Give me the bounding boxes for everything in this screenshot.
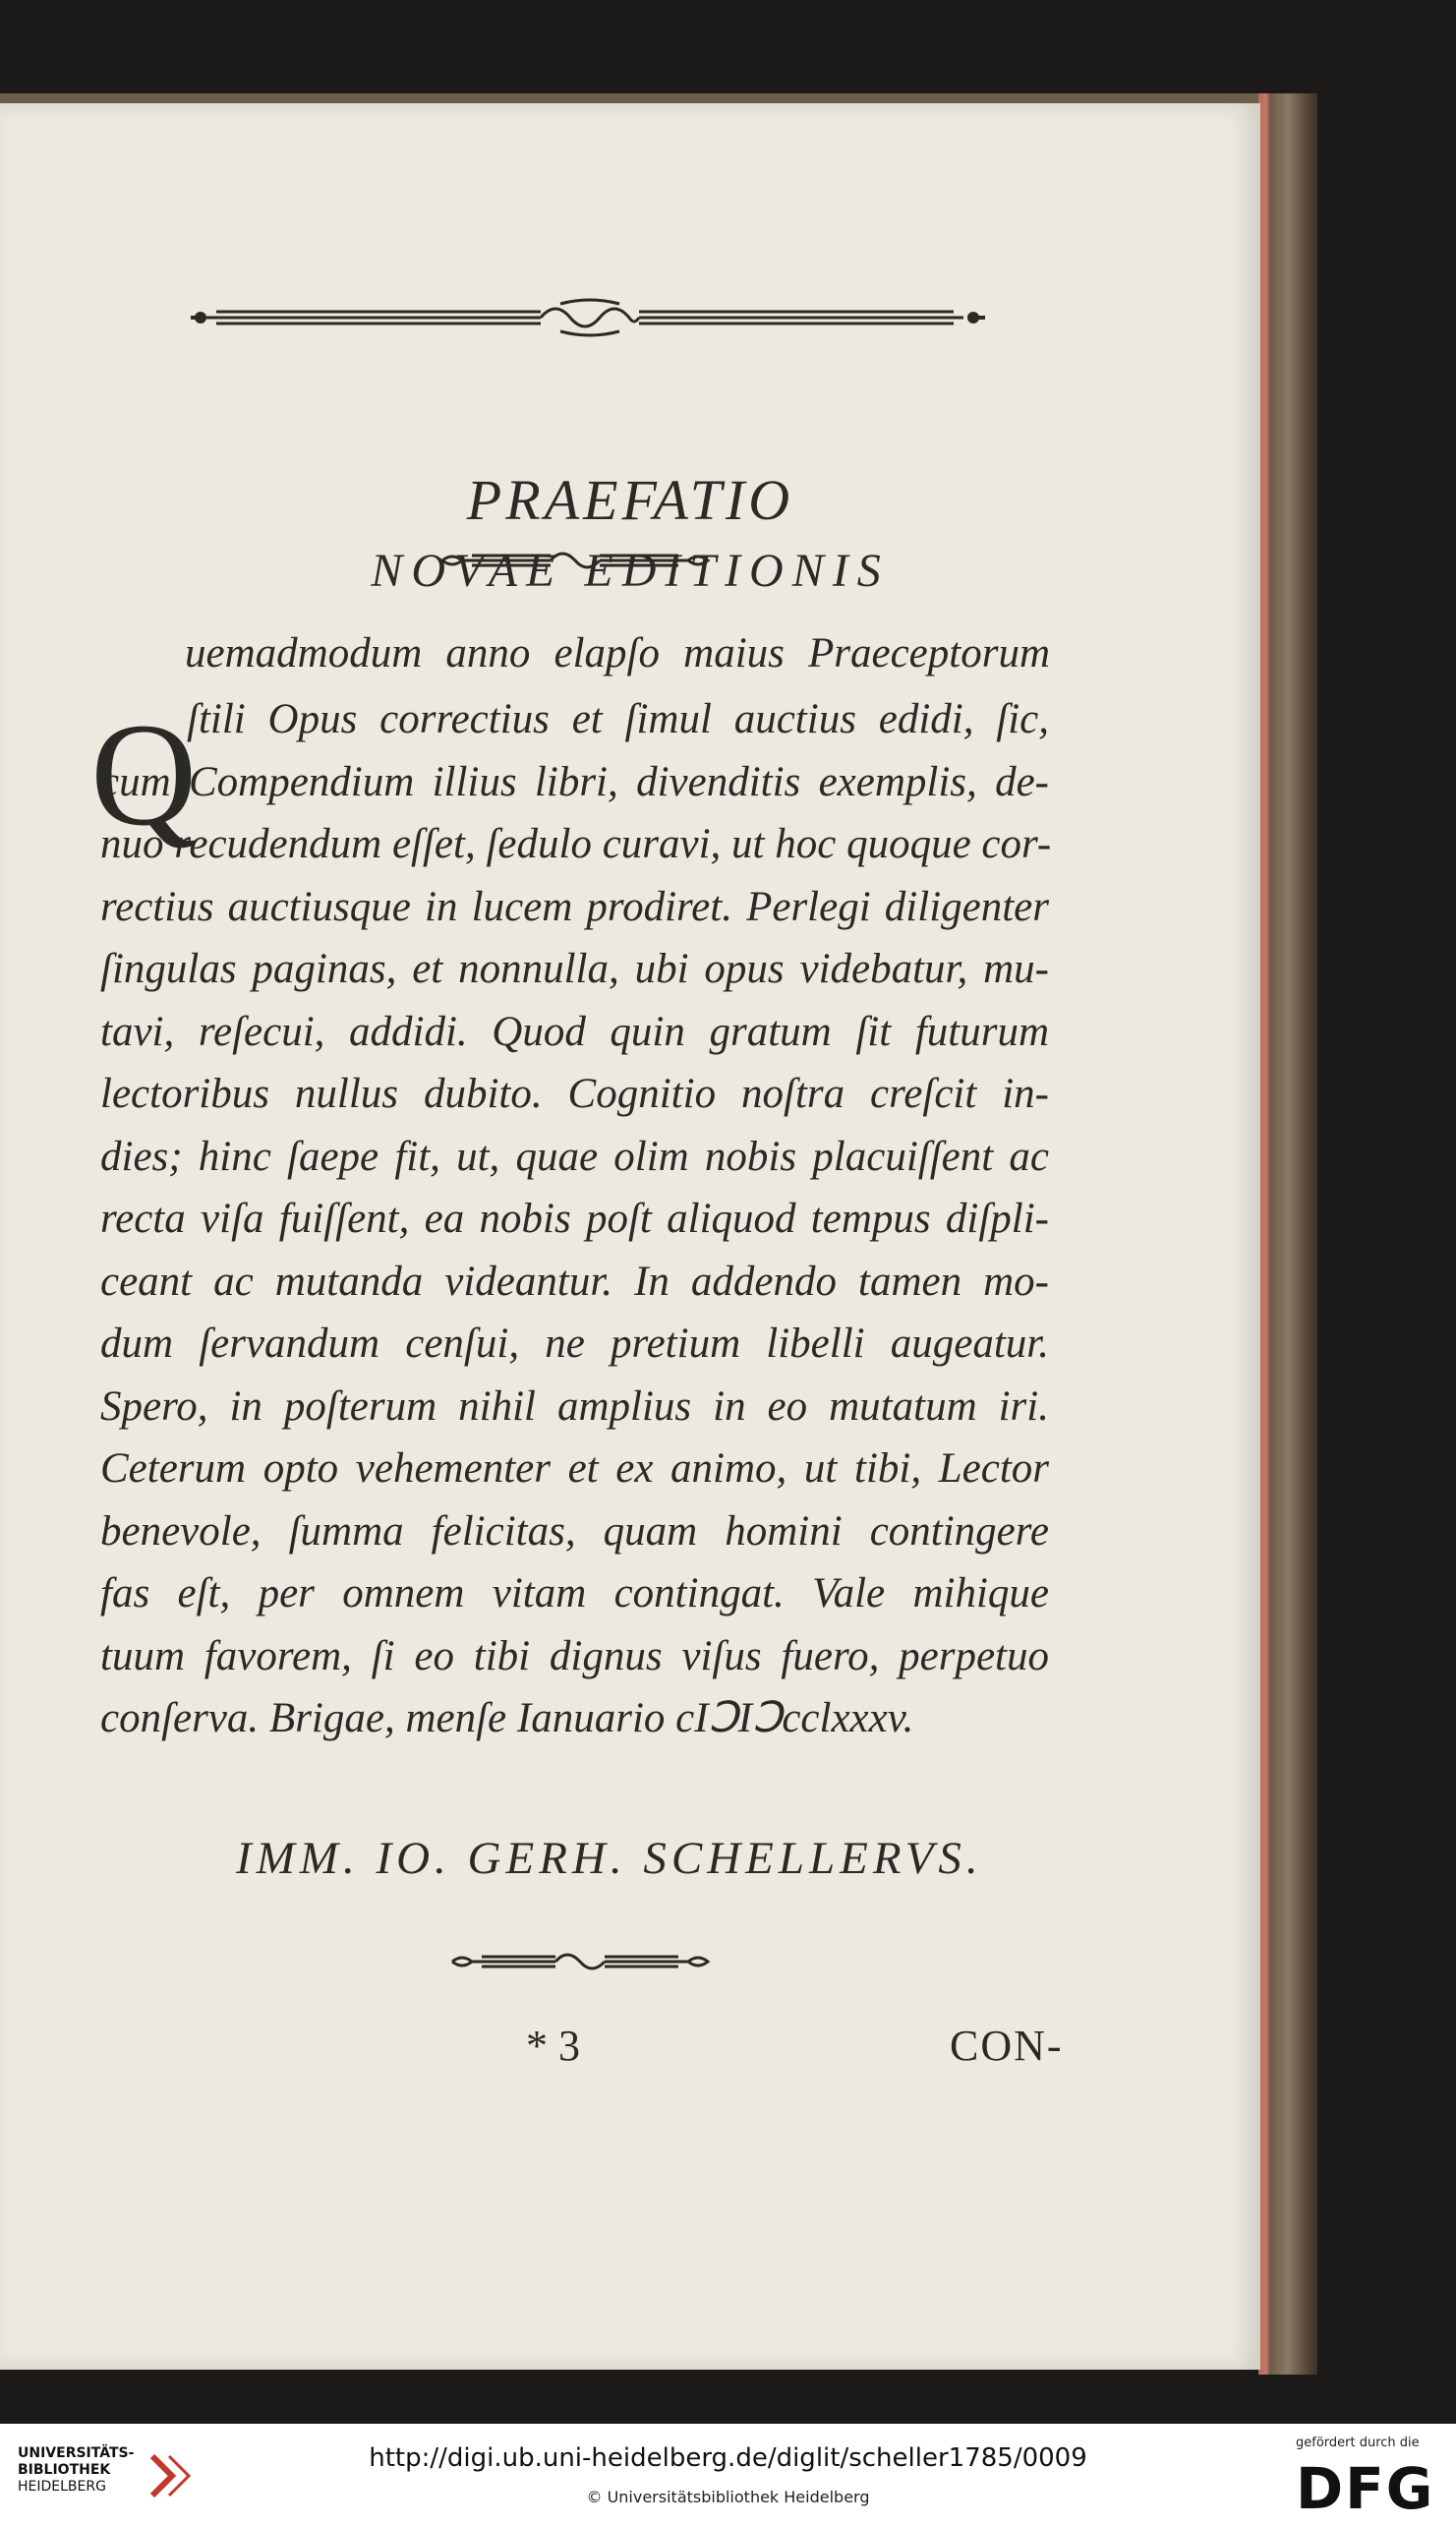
text-line: recta viſa fuiſſent, ea nobis poſt aliquod tempus diſpli- [100, 1196, 1049, 1242]
text-line: fas eſt, per omnem vitam contingat. Vale mihique [100, 1570, 1049, 1616]
text-line: ſtili Opus correctius et ſimul auctius edidi, ſic, [187, 696, 1049, 742]
text-line: lectoribus nullus dubito. Cognitio noſtra creſcit in- [100, 1071, 1049, 1117]
text-line: nuo recudendum eſſet, ſedulo curavi, ut hoc quoque cor- [100, 821, 1052, 867]
text-line: cum Compendium illius libri, divenditis exemplis, de- [100, 758, 1049, 805]
preface-text [100, 688, 1052, 1750]
signature-mark: * 3 [526, 2022, 580, 2070]
page-url-link[interactable]: http://digi.ub.uni-heidelberg.de/diglit/scheller1785/0009 [369, 2443, 1087, 2473]
library-name-line-3: HEIDELBERG [18, 2479, 106, 2495]
top-ornament [187, 290, 993, 349]
library-name-line-1: UNIVERSITÄTS- [18, 2445, 135, 2461]
closing-ornament [442, 1942, 718, 1981]
text-line: dies; hinc ſaepe fit, ut, quae olim nobis placuiſſent ac [100, 1133, 1049, 1180]
heading-line-2: NOVAE EDITIONIS [371, 545, 890, 597]
heading-ornament [433, 541, 718, 580]
catchword: CON- [950, 2022, 1064, 2070]
text-line: rectius auctiusque in lucem prodiret. Perlegi diligenter [100, 883, 1049, 930]
text-line: tavi, reſecui, addidi. Quod quin gratum ſit futurum [100, 1008, 1049, 1055]
book-spine-edge [1258, 93, 1317, 2375]
funder-note: gefördert durch die [1296, 2436, 1420, 2450]
heading-line-1: PRAEFATIO [466, 468, 794, 532]
text-line: conſerva. Brigae, menſe Ianuario cIↃIↃcclxxxv. [100, 1695, 914, 1741]
text-line: ceant ac mutanda videantur. In addendo tamen mo- [100, 1258, 1049, 1305]
text-line: benevole, ſumma felicitas, quam homini contingere [100, 1507, 1049, 1555]
author-signature: IMM. IO. GERH. SCHELLERVS. [236, 1833, 983, 1884]
dfg-logo[interactable]: DFG [1296, 2455, 1435, 2522]
text-line: tuum favorem, ſi eo tibi dignus viſus fuero, perpetuo [100, 1632, 1049, 1679]
text-line: Ceterum opto vehementer et ex animo, ut tibi, Lector [100, 1445, 1049, 1492]
viewer-footer [0, 2424, 1456, 2526]
text-line: dum ſervandum cenſui, ne pretium libelli augeatur. [100, 1321, 1049, 1367]
text-line-first: uemadmodum anno elapſo maius Praeceptorum [185, 630, 1050, 676]
drop-cap: Q [90, 693, 198, 856]
text-line: ſingulas paginas, et nonnulla, ubi opus videbatur, mu- [100, 946, 1049, 992]
library-name-line-2: BIBLIOTHEK [18, 2462, 111, 2478]
copyright-text: © Universitätsbibliothek Heidelberg [586, 2488, 870, 2506]
text-line: Spero, in poſterum nihil amplius in eo mutatum iri. [100, 1382, 1049, 1430]
